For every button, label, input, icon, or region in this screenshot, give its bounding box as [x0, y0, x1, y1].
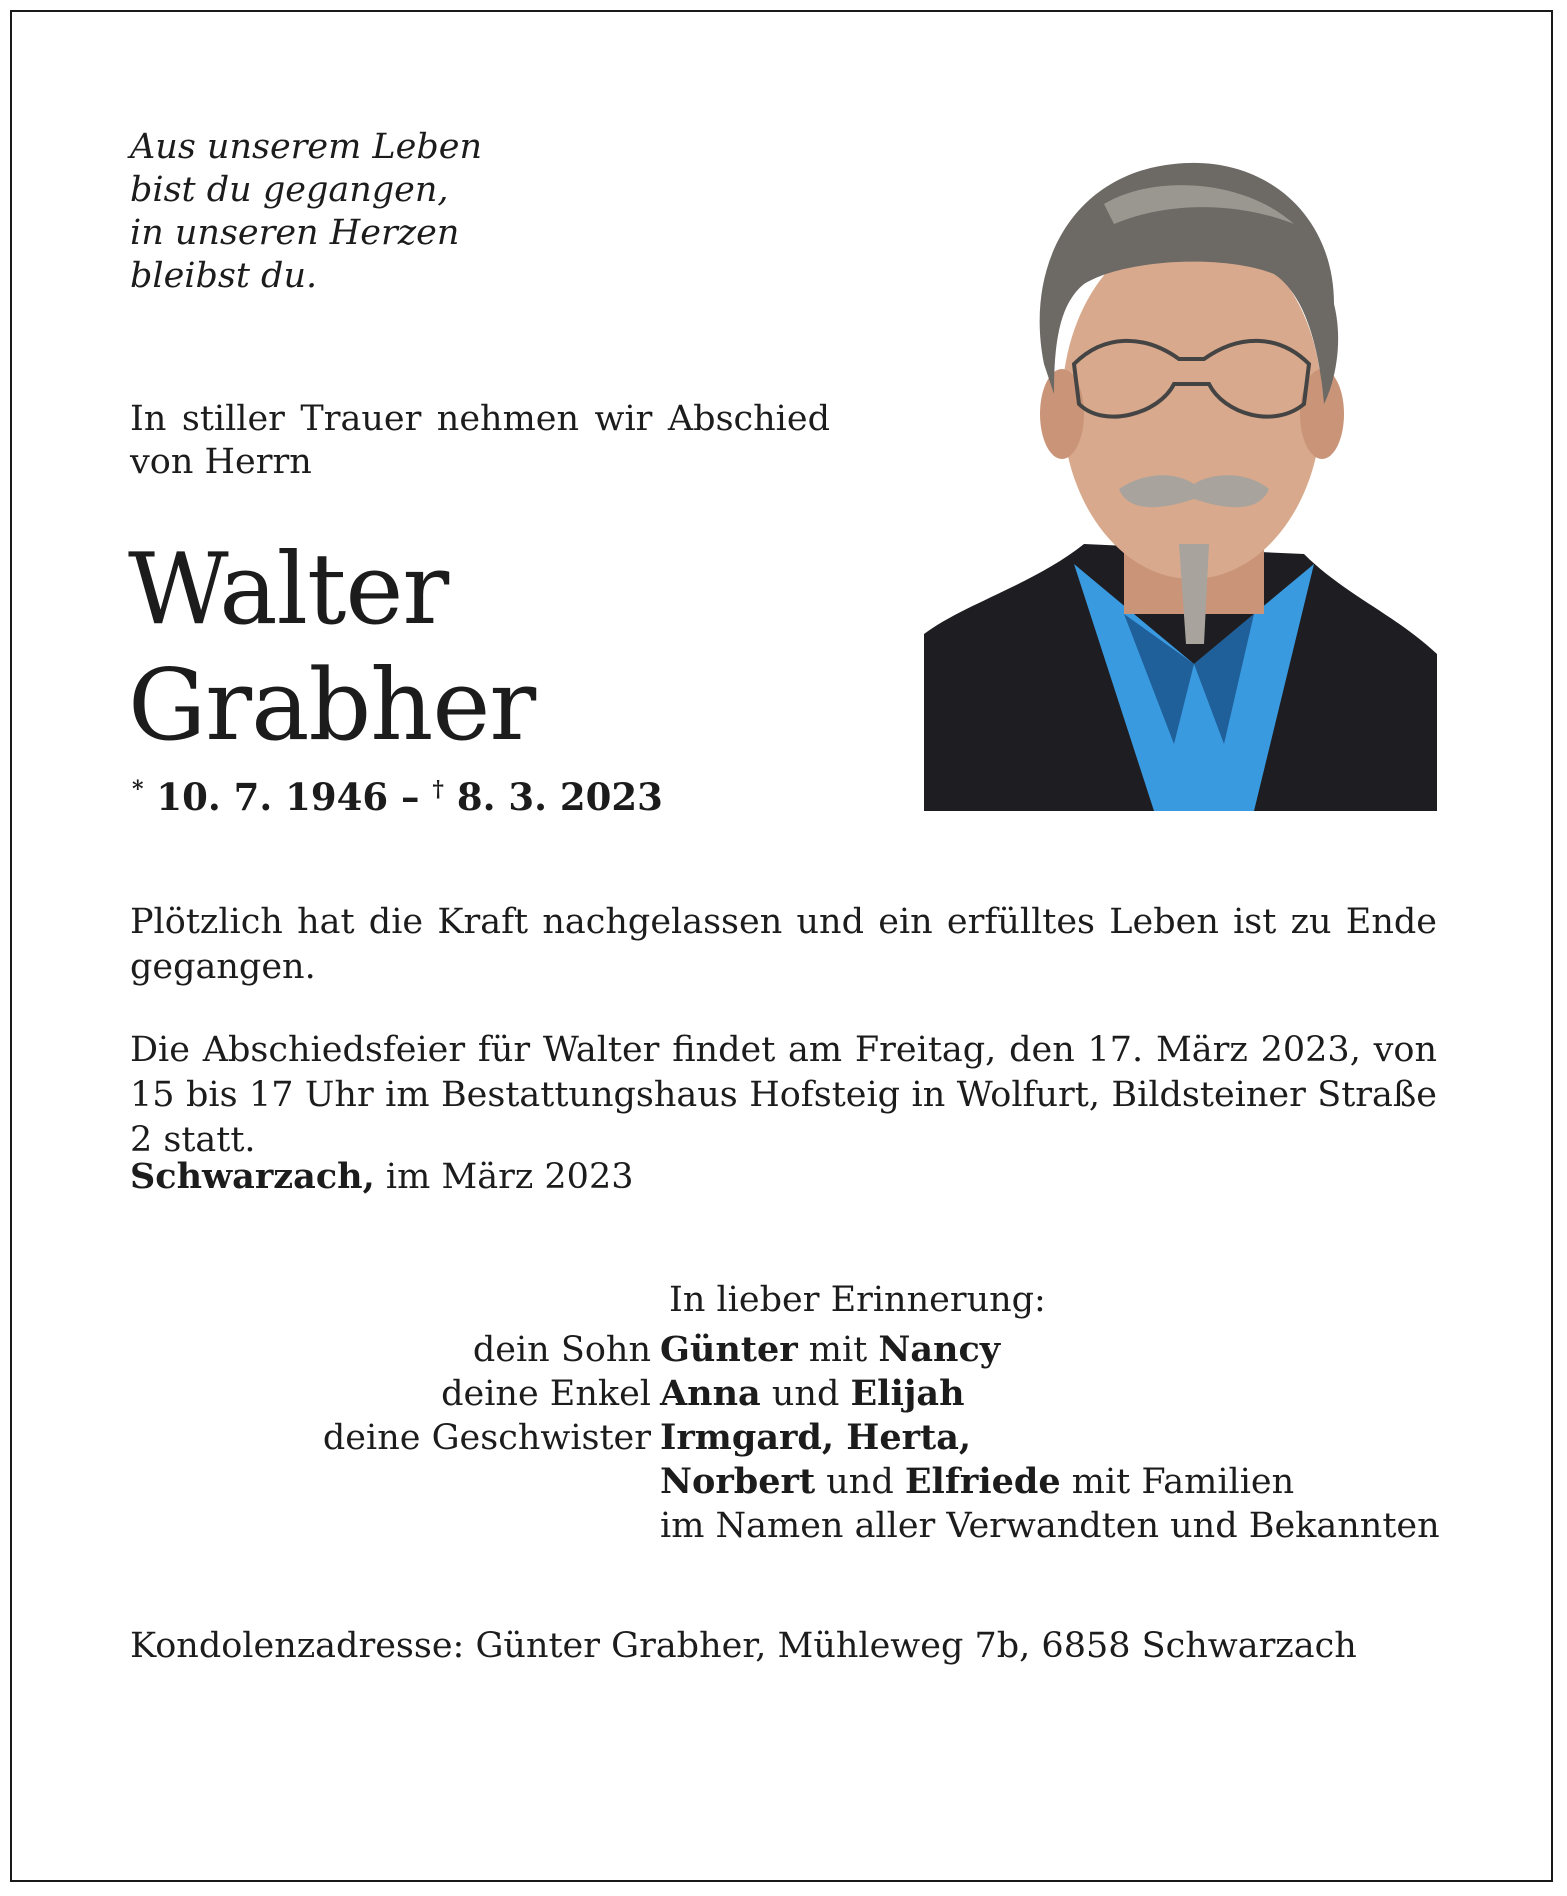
place: Schwarzach, — [130, 1156, 375, 1197]
family-member-text: Günter — [660, 1329, 798, 1370]
birth-date: 10. 7. 1946 — [156, 775, 389, 819]
family-member-text: mit — [797, 1330, 879, 1370]
memory-heading: In lieber Erinnerung: — [669, 1280, 1046, 1320]
family-member-text: Irmgard, Herta, — [660, 1417, 972, 1458]
poem — [130, 126, 482, 298]
intro-text — [130, 398, 830, 484]
birth-mark: * — [132, 776, 144, 803]
family-row — [200, 1328, 1440, 1372]
family-row — [200, 1504, 1440, 1548]
family-row — [200, 1416, 1440, 1460]
family-member-text: Elijah — [850, 1373, 965, 1414]
death-date: 8. 3. 2023 — [456, 775, 663, 819]
life-dates — [132, 775, 663, 819]
family-members — [660, 1504, 1440, 1548]
poem-line: bleibst du. — [130, 256, 318, 296]
date: im März 2023 — [374, 1157, 634, 1197]
family-list — [200, 1328, 1440, 1548]
deceased-name — [128, 532, 535, 764]
portrait-icon — [924, 144, 1437, 811]
family-row — [200, 1460, 1440, 1504]
family-member-text: und — [760, 1374, 851, 1414]
family-members — [660, 1416, 971, 1460]
intro-line: In stiller Trauer nehmen wir Abschied — [130, 399, 830, 439]
condolence-address: Kondolenzadresse: Günter Grabher, Mühleweg 7b, 6858 Schwarzach — [130, 1626, 1357, 1666]
poem-line: in unseren Herzen — [130, 213, 460, 253]
family-member-text: im Namen aller Verwandten und Bekannten — [660, 1506, 1440, 1546]
paragraph-ceremony: Die Abschiedsfeier für Walter findet am Freitag, den 17. März 2023, von 15 bis 17 Uhr im Bestattungshaus Hofsteig in Wolfurt, Bildsteiner Straße 2 statt. — [130, 1030, 1437, 1160]
family-member-text: Norbert — [660, 1461, 816, 1502]
family-member-text: Nancy — [878, 1329, 1001, 1370]
portrait-photo — [924, 144, 1437, 811]
family-relation — [200, 1504, 660, 1548]
paragraph-passing: Plötzlich hat die Kraft nachgelassen und ein erfülltes Leben ist zu Ende gegangen. — [130, 902, 1437, 987]
poem-line: Aus unserem Leben — [130, 127, 483, 167]
family-member-text: Elfriede — [904, 1461, 1061, 1502]
intro-line: von Herrn — [130, 442, 312, 482]
family-row — [200, 1372, 1440, 1416]
family-members — [660, 1460, 1294, 1504]
family-members — [660, 1328, 1000, 1372]
family-relation — [200, 1460, 660, 1504]
family-member-text: mit Familien — [1060, 1462, 1295, 1502]
place-date — [130, 1156, 634, 1197]
poem-line: bist du gegangen, — [130, 170, 449, 210]
family-relation: deine Enkel — [441, 1374, 651, 1414]
family-member-text: und — [815, 1462, 905, 1502]
death-mark: † — [432, 776, 444, 803]
family-member-text: Anna — [660, 1373, 761, 1414]
family-relation: dein Sohn — [472, 1330, 651, 1370]
first-name: Walter — [128, 533, 449, 647]
family-members — [660, 1372, 965, 1416]
family-relation: deine Geschwister — [322, 1418, 651, 1458]
last-name: Grabher — [128, 649, 536, 763]
date-separator: – — [388, 775, 433, 819]
